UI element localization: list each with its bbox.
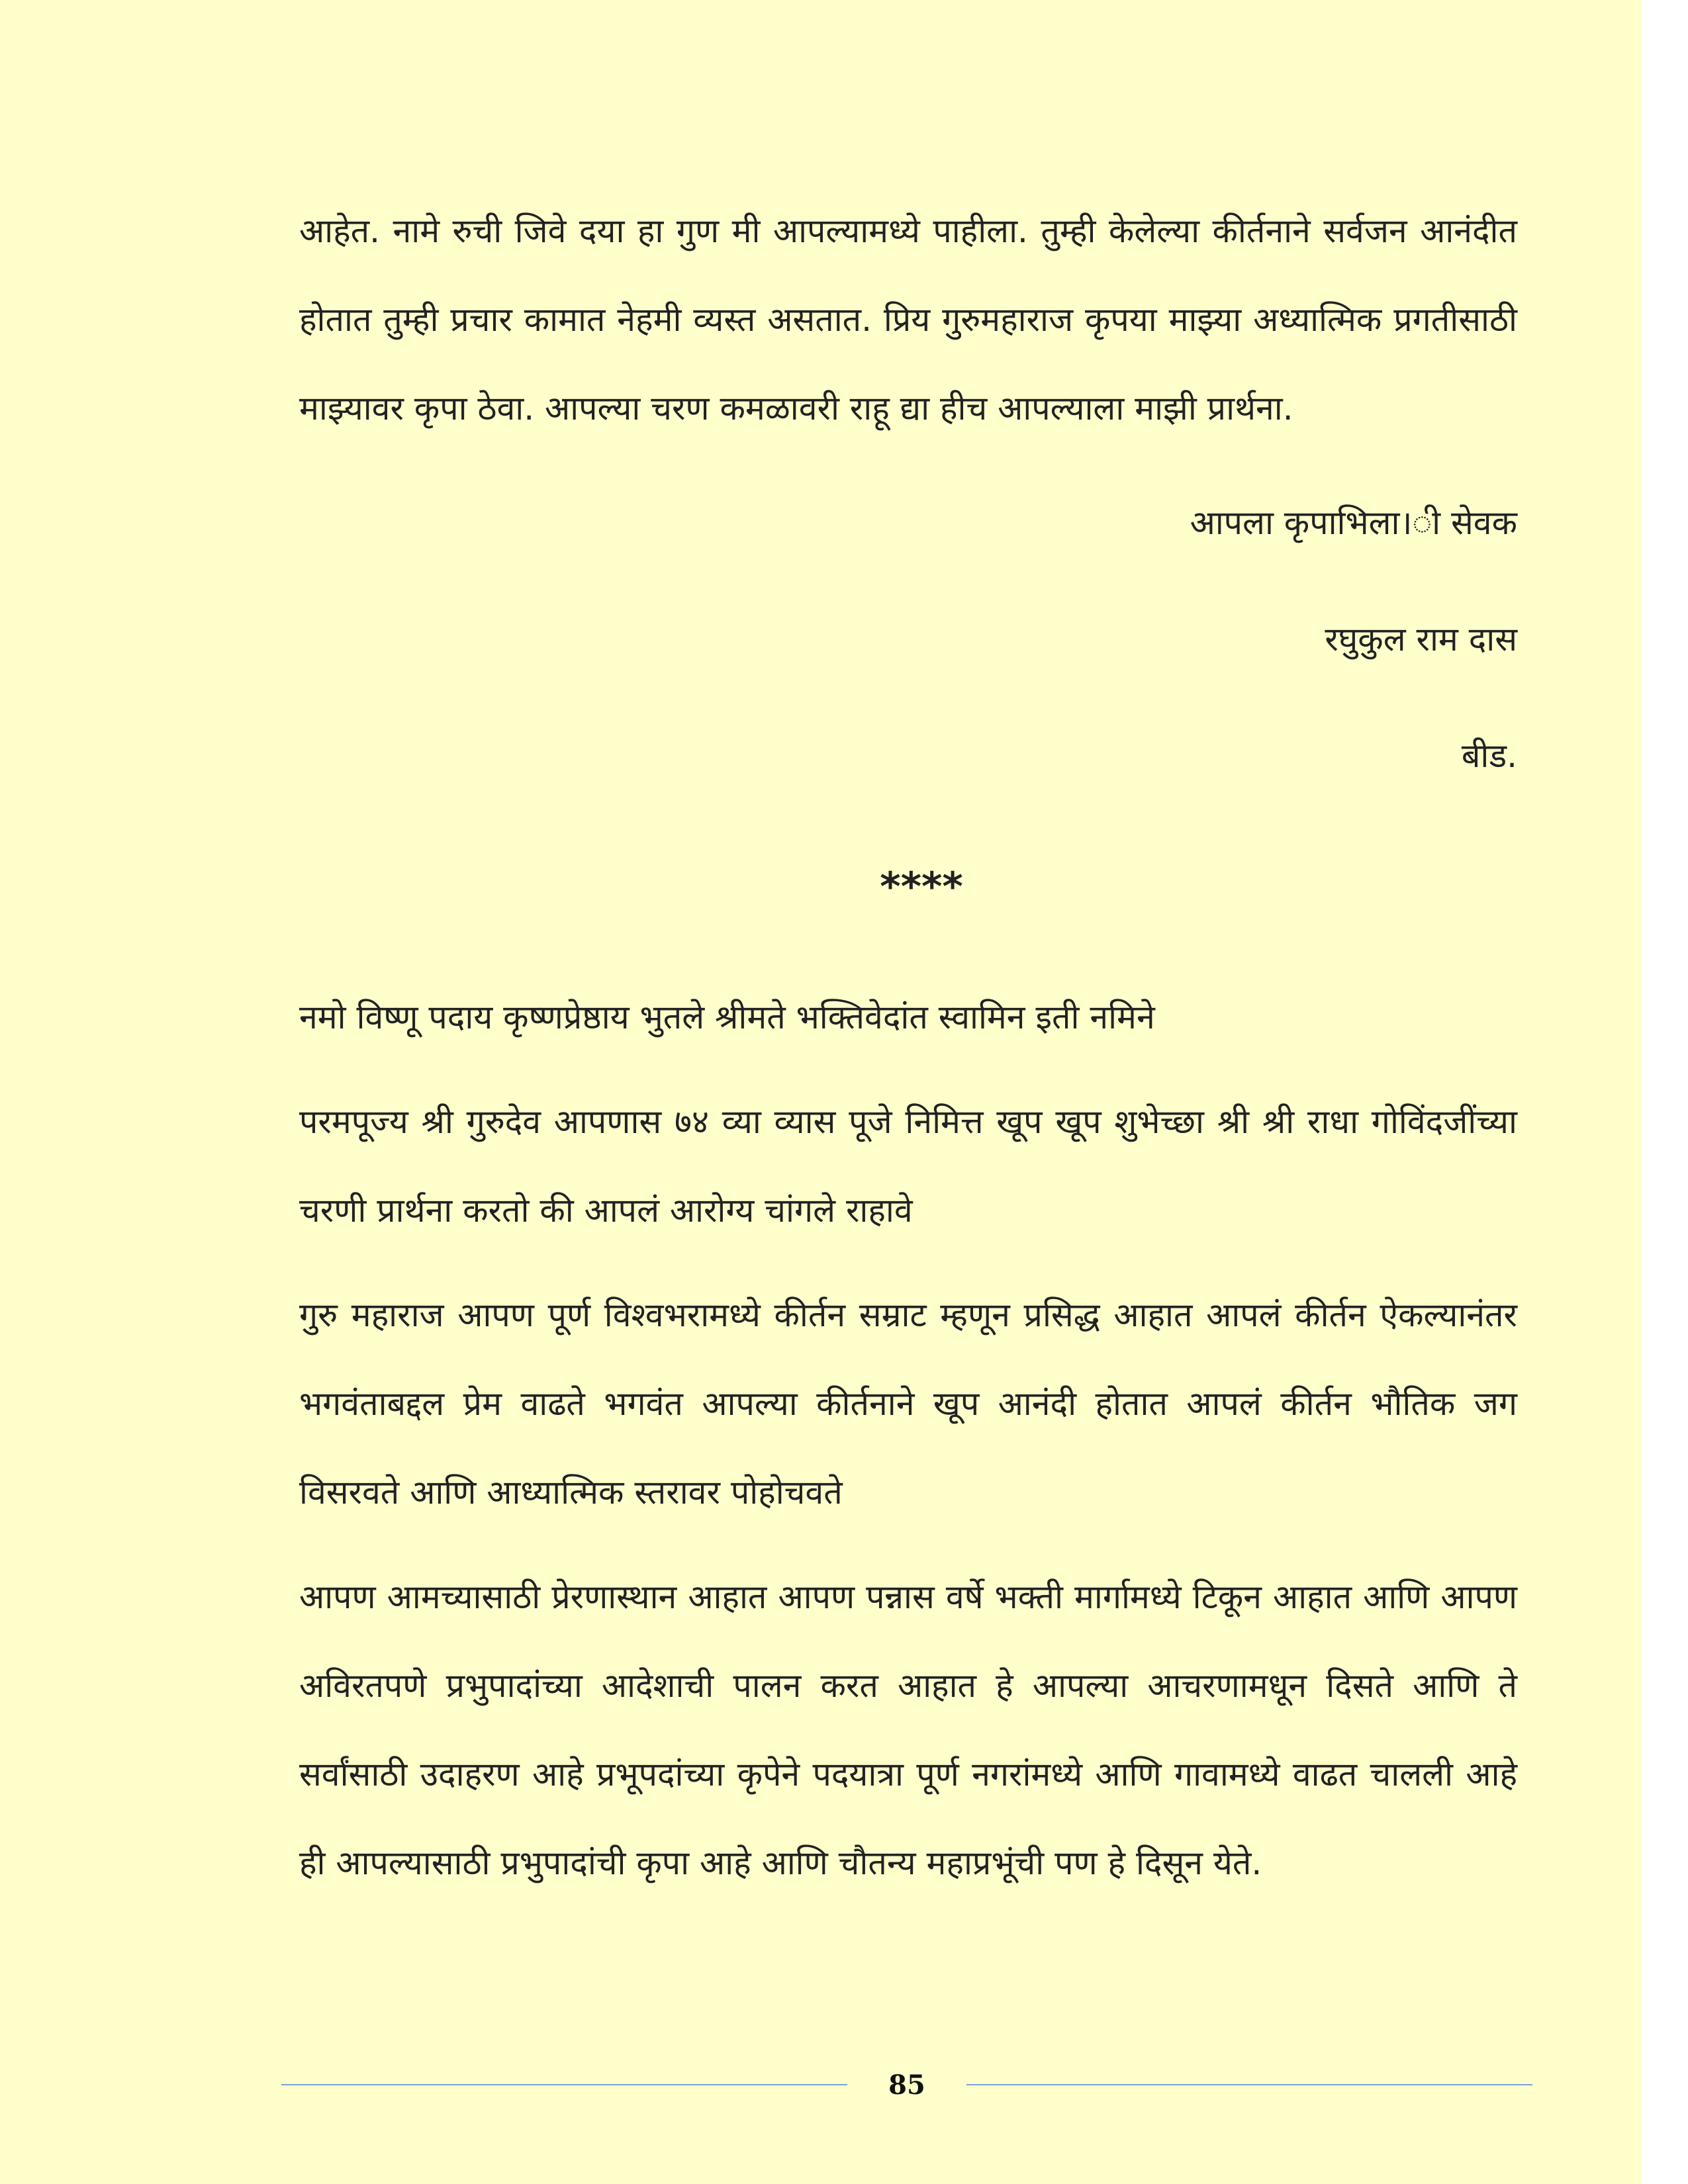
letter2-paragraph-1: परमपूज्य श्री गुरुदेव आपणास ७४ व्या व्यास पूजे निमित्त खूप खूप शुभेच्छा श्री श्री राधा गोविंदजींच्या चरणी प्रार्थना करतो की आपलं आरोग्य चांगले राहावे xyxy=(299,1103,1517,1230)
page-number: 85 xyxy=(888,2069,925,2101)
letter2-paragraph-2: गुरु महाराज आपण पूर्ण विश्वभरामध्ये कीर्तन सम्राट म्हणून प्रसिद्ध आहात आपलं कीर्तन ऐकल्यानंतर भगवंताबद्दल प्रेम वाढते भगवंत आपल्या कीर्तनाने खूप आनंदी होतात आपलं कीर्तन भौतिक जग विसरवते आणि आध्यात्मिक स्तरावर पोहोचवते xyxy=(299,1296,1517,1512)
letter1-signature-name: रघुकुल राम दास xyxy=(1325,620,1517,659)
letter1-paragraph: आहेत. नामे रुची जिवे दया हा गुण मी आपल्यामध्ये पाहीला. तुम्ही केलेल्या कीर्तनाने सर्वजन आनंदीत होतात तुम्ही प्रचार कामात नेहमी व्यस्त असतात. प्रिय गुरुमहाराज कृपया माझ्या अध्यात्मिक प्रगतीसाठी माझ्यावर कृपा ठेवा. आपल्या चरण कमळावरी राहू द्या हीच आपल्याला माझी प्रार्थना. xyxy=(299,212,1517,428)
footer-rule-right xyxy=(966,2084,1532,2085)
letter2-invocation: नमो विष्णू पदाय कृष्णप्रेष्ठाय भुतले श्रीमते भक्तिवेदांत स्वामिन इती नमिने xyxy=(299,998,1155,1036)
page-content xyxy=(299,187,1517,1907)
letter1-closing: आपला कृपाभिला।ी सेवक xyxy=(1190,504,1517,542)
section-separator: **** xyxy=(880,864,963,910)
spacer xyxy=(299,933,1517,973)
letter2-paragraph-3: आपण आमच्यासाठी प्रेरणास्थान आहात आपण पन्नास वर्षे भक्ती मार्गामध्ये टिकून आहात आणि आपण अविरतपणे प्रभुपादांच्या आदेशाची पालन करत आहात हे आपल्या आचरणामधून दिसते आणि ते सर्वांसाठी उदाहरण आहे प्रभूपदांच्या कृपेने पदयात्रा पूर्ण नगरांमध्ये आणि गावामध्ये वाढत चालली आहे ही आपल्यासाठी प्रभुपादांची कृपा आहे आणि चौतन्य महाप्रभूंची पण हे दिसून येते. xyxy=(299,1578,1517,1882)
page-footer xyxy=(281,2058,1532,2111)
letter1-place: बीड. xyxy=(1461,737,1517,775)
footer-rule-left xyxy=(281,2084,847,2085)
